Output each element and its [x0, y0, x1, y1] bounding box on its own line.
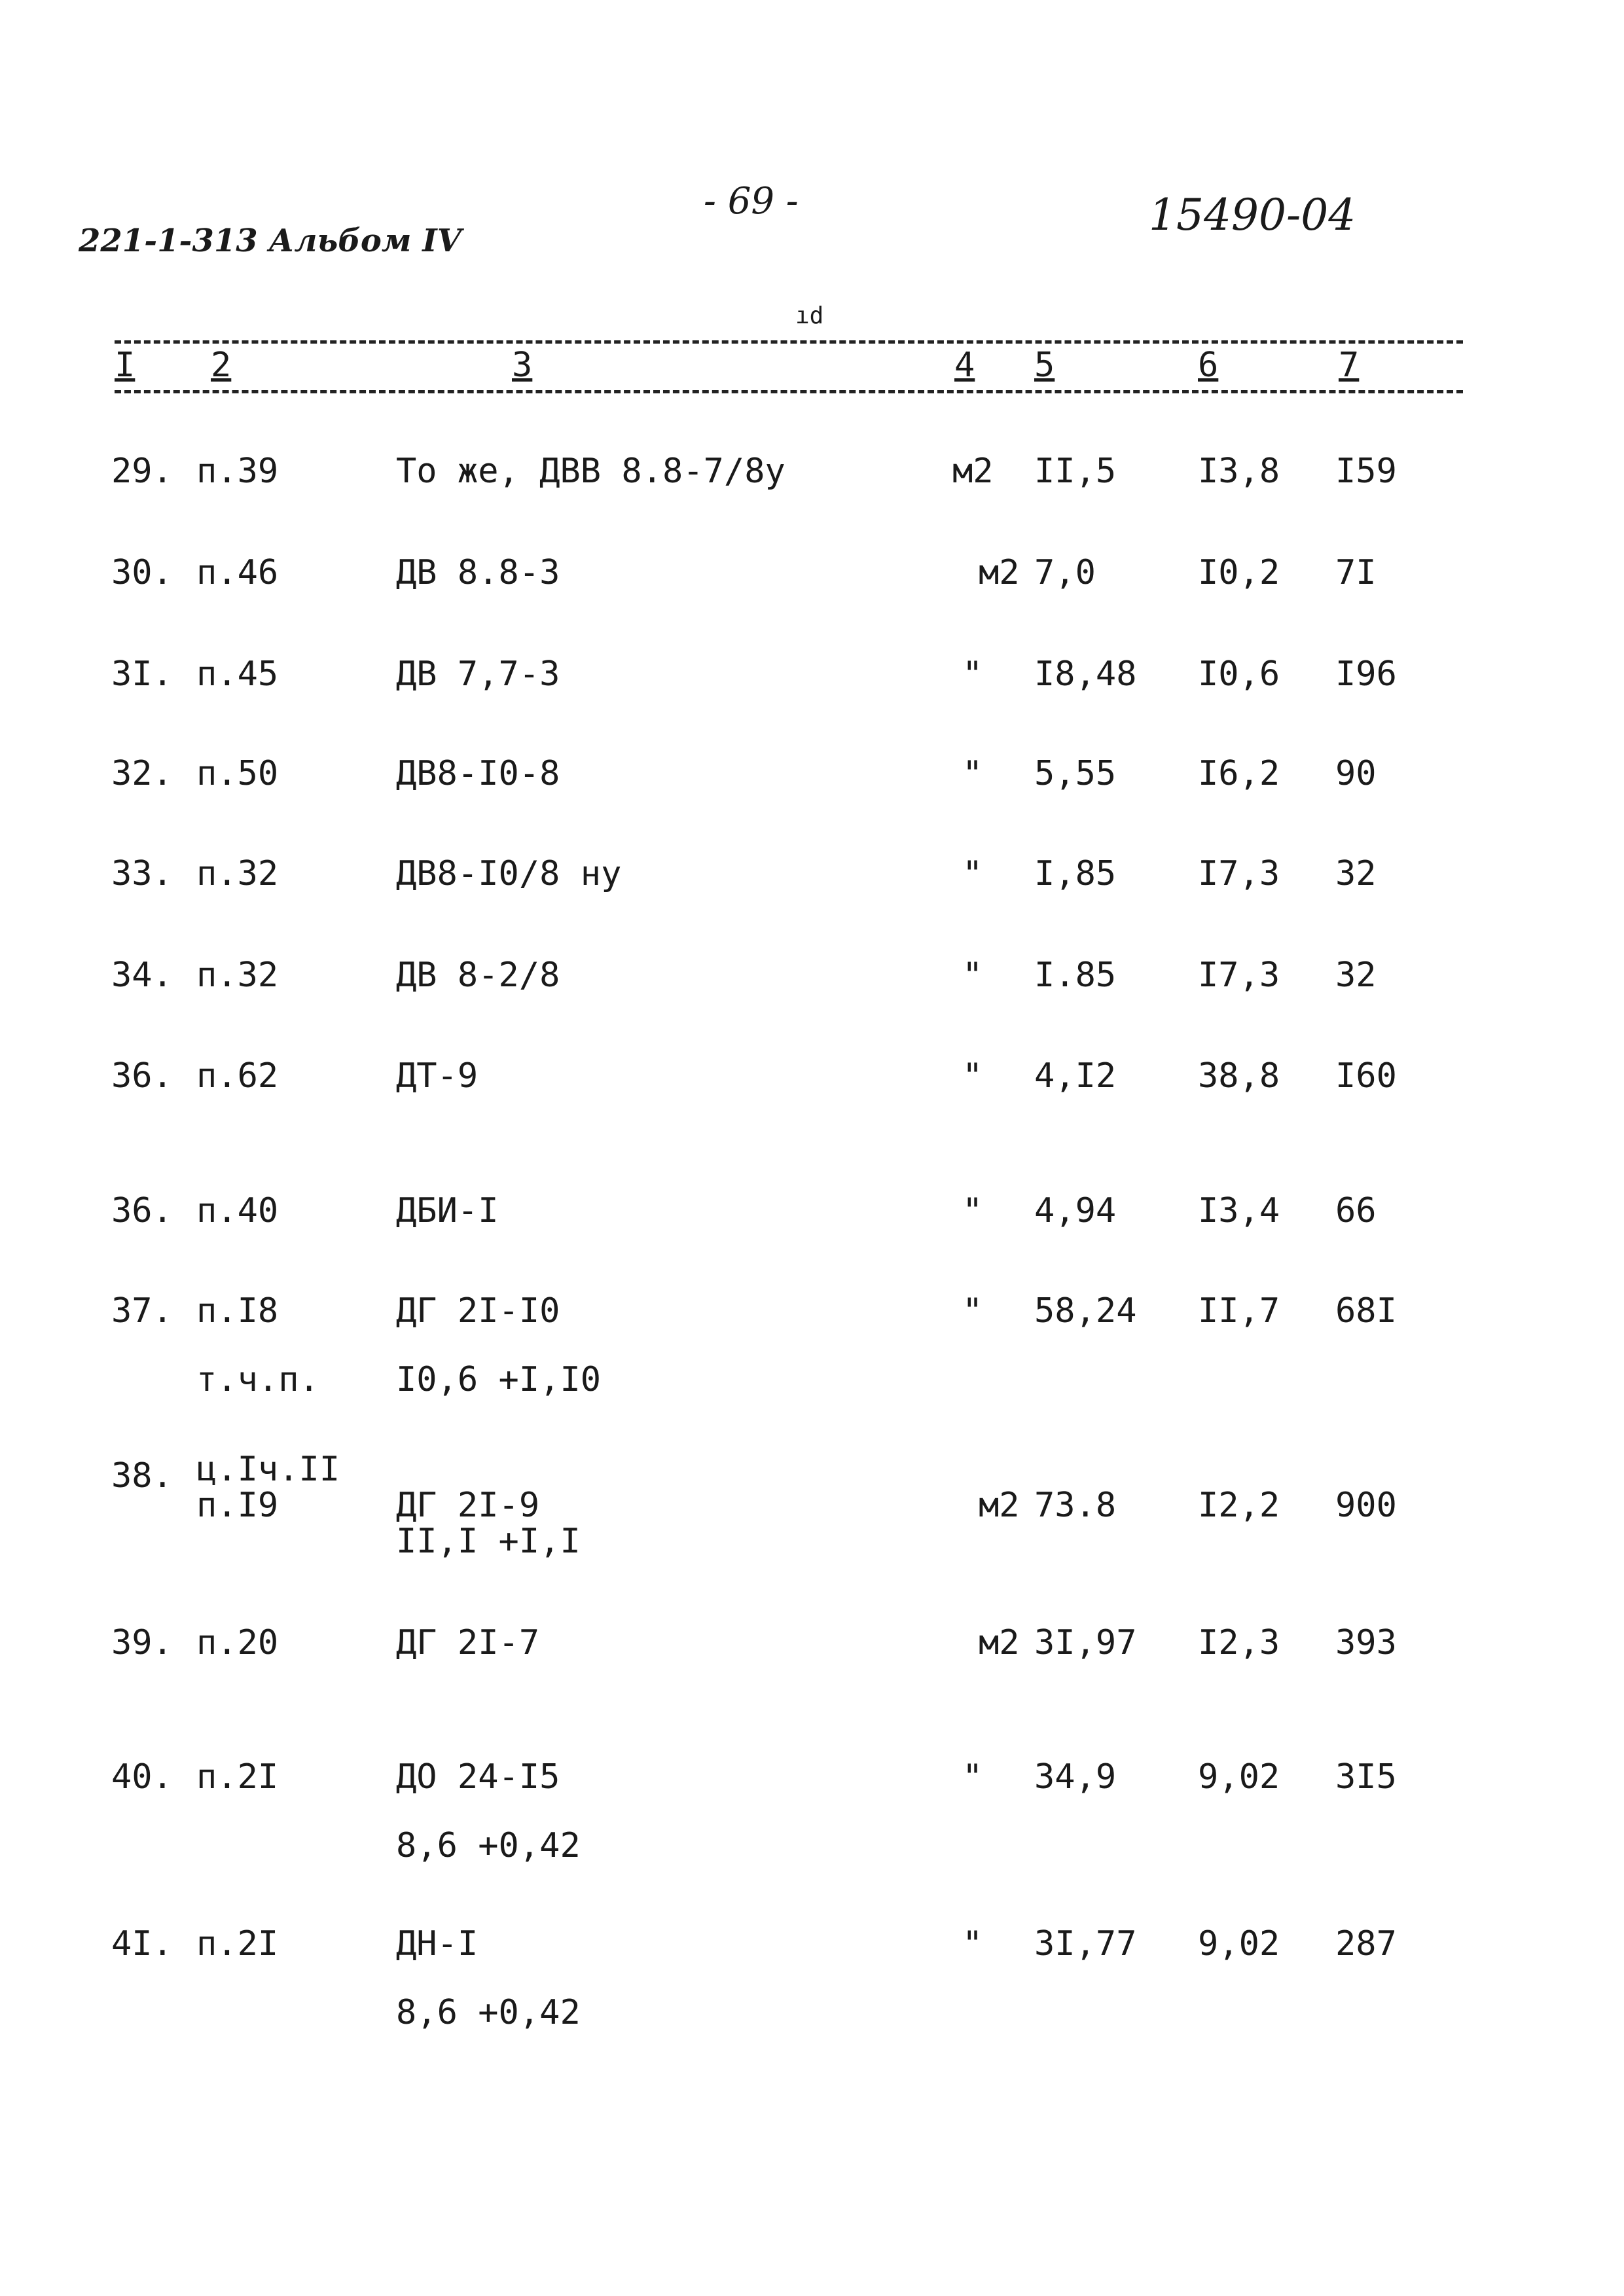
row-value-5: 73.8 — [1034, 1486, 1117, 1525]
row-unit: " — [962, 956, 983, 995]
row-number: 39. — [111, 1623, 173, 1662]
row-number: 38. — [111, 1456, 173, 1496]
row-value-5: 34,9 — [1034, 1757, 1117, 1797]
row-value-6: I2,3 — [1198, 1623, 1280, 1662]
row-item-note: 8,6 +0,42 — [396, 1993, 581, 2032]
row-value-7: 3I5 — [1335, 1757, 1397, 1797]
row-unit: " — [962, 754, 983, 793]
column-header-4: 4 — [954, 346, 975, 385]
row-number: 33. — [111, 854, 173, 893]
row-value-6: I3,8 — [1198, 452, 1280, 491]
row-reference: п.45 — [196, 655, 279, 694]
row-unit: м2 — [979, 1623, 1020, 1662]
document-number: 15490-04 — [1149, 190, 1356, 240]
row-reference: п.I8 — [196, 1291, 279, 1331]
column-header-5: 5 — [1034, 346, 1055, 385]
row-value-7: 90 — [1335, 754, 1377, 793]
row-reference: п.39 — [196, 452, 279, 491]
row-number: 40. — [111, 1757, 173, 1797]
row-item-name: ДВ 8.8-3 — [396, 553, 560, 592]
row-value-6: I6,2 — [1198, 754, 1280, 793]
row-value-5: 4,I2 — [1034, 1056, 1117, 1096]
row-value-7: 7I — [1335, 553, 1377, 592]
row-value-6: I7,3 — [1198, 956, 1280, 995]
row-value-5: I,85 — [1034, 854, 1117, 893]
column-header-7: 7 — [1339, 346, 1360, 385]
row-value-7: 900 — [1335, 1486, 1397, 1525]
row-value-7: I59 — [1335, 452, 1397, 491]
album-code: 221-1-313 Альбом IV — [79, 223, 461, 259]
column-header-1: I — [115, 346, 135, 385]
row-number: 37. — [111, 1291, 173, 1331]
row-reference: п.50 — [196, 754, 279, 793]
table-header-rule — [115, 390, 1463, 393]
row-reference-sub: п.I9 — [196, 1486, 279, 1525]
row-value-6: I3,4 — [1198, 1191, 1280, 1230]
row-value-6: I0,2 — [1198, 553, 1280, 592]
row-item-name: То же, ДВВ 8.8-7/8у — [396, 452, 785, 491]
row-value-6: 38,8 — [1198, 1056, 1280, 1096]
row-item-name: ДТ-9 — [396, 1056, 478, 1096]
row-reference-sub: т.ч.п. — [196, 1360, 319, 1399]
row-item-name: ДО 24-I5 — [396, 1757, 560, 1797]
row-number: 4I. — [111, 1924, 173, 1964]
row-reference: ц.Iч.II — [196, 1450, 340, 1489]
row-number: 32. — [111, 754, 173, 793]
row-number: 36. — [111, 1191, 173, 1230]
row-value-6: I7,3 — [1198, 854, 1280, 893]
row-value-6: I0,6 — [1198, 655, 1280, 694]
row-reference: п.46 — [196, 553, 279, 592]
row-item-name: ДВ8-I0-8 — [396, 754, 560, 793]
row-unit: " — [962, 655, 983, 694]
row-number: 29. — [111, 452, 173, 491]
row-value-7: 32 — [1335, 854, 1377, 893]
row-value-5: I8,48 — [1034, 655, 1137, 694]
row-value-7: I96 — [1335, 655, 1397, 694]
row-reference: п.2I — [196, 1757, 279, 1797]
page-number: - 69 - — [704, 180, 799, 223]
row-reference: п.2I — [196, 1924, 279, 1964]
row-number: 34. — [111, 956, 173, 995]
row-value-5: 4,94 — [1034, 1191, 1117, 1230]
row-value-7: 393 — [1335, 1623, 1397, 1662]
row-unit: " — [962, 1757, 983, 1797]
row-value-7: I60 — [1335, 1056, 1397, 1096]
row-value-5: II,5 — [1034, 452, 1117, 491]
column-header-3: 3 — [512, 346, 533, 385]
row-item-name: ДБИ-I — [396, 1191, 499, 1230]
row-number: 36. — [111, 1056, 173, 1096]
row-item-name: ДН-I — [396, 1924, 478, 1964]
row-value-5: 5,55 — [1034, 754, 1117, 793]
row-item-name: ДВ 8-2/8 — [396, 956, 560, 995]
row-item-name: ДВ 7,7-3 — [396, 655, 560, 694]
row-value-6: 9,02 — [1198, 1924, 1280, 1964]
row-value-7: 68I — [1335, 1291, 1397, 1331]
row-number: 30. — [111, 553, 173, 592]
row-item-name: ДГ 2I-7 — [396, 1623, 540, 1662]
row-value-6: II,7 — [1198, 1291, 1280, 1331]
row-item-name: ДГ 2I-9 — [396, 1486, 540, 1525]
row-value-6: I2,2 — [1198, 1486, 1280, 1525]
row-value-6: 9,02 — [1198, 1757, 1280, 1797]
row-unit: м2 — [979, 553, 1020, 592]
row-number: 3I. — [111, 655, 173, 694]
row-unit: " — [962, 854, 983, 893]
row-reference: п.20 — [196, 1623, 279, 1662]
row-reference: п.32 — [196, 956, 279, 995]
row-reference: п.62 — [196, 1056, 279, 1096]
row-reference: п.32 — [196, 854, 279, 893]
row-reference: п.40 — [196, 1191, 279, 1230]
row-value-5: 7,0 — [1034, 553, 1096, 592]
row-item-name: ДВ8-I0/8 ну — [396, 854, 622, 893]
row-item-note: 8,6 +0,42 — [396, 1826, 581, 1865]
column-header-6: 6 — [1198, 346, 1219, 385]
row-item-note: I0,6 +I,I0 — [396, 1360, 602, 1399]
row-value-7: 32 — [1335, 956, 1377, 995]
row-value-5: 3I,77 — [1034, 1924, 1137, 1964]
row-value-7: 66 — [1335, 1191, 1377, 1230]
row-unit: м2 — [979, 1486, 1020, 1525]
row-value-7: 287 — [1335, 1924, 1397, 1964]
column-header-2: 2 — [211, 346, 232, 385]
row-value-5: 58,24 — [1034, 1291, 1137, 1331]
table-top-rule — [115, 340, 1463, 344]
row-item-note: II,I +I,I — [396, 1522, 581, 1561]
row-value-5: I.85 — [1034, 956, 1117, 995]
row-unit: " — [962, 1191, 983, 1230]
row-item-name: ДГ 2I-I0 — [396, 1291, 560, 1331]
row-unit: м2 — [952, 452, 994, 491]
small-mark: ıd — [795, 302, 824, 329]
row-unit: " — [962, 1924, 983, 1964]
row-unit: " — [962, 1291, 983, 1331]
row-unit: " — [962, 1056, 983, 1096]
row-value-5: 3I,97 — [1034, 1623, 1137, 1662]
